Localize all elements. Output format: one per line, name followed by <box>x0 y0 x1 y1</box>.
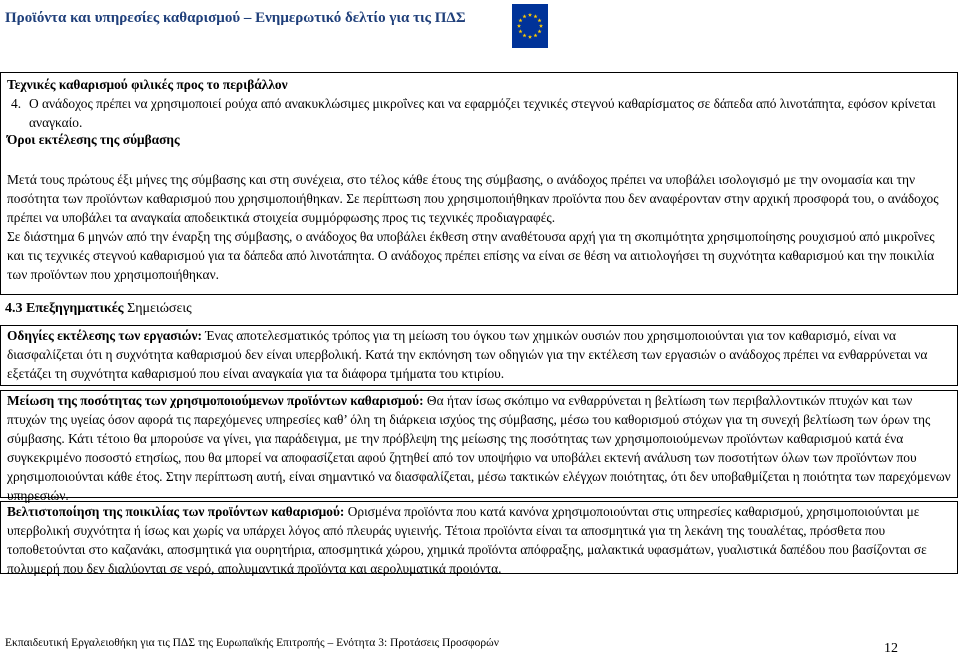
contract-terms-heading: Όροι εκτέλεσης της σύμβασης <box>7 132 180 147</box>
section-title-rest: Σημειώσεις <box>123 301 192 316</box>
contract-terms-paragraph-1: Μετά τους πρώτους έξι μήνες της σύμβασης και στη συνέχεια, στο τέλος κάθε έτους της σύμβασης, ο ανάδοχος πρέπει να υποβάλει ισολογισμό με την ονομασία και την ποσότητα των προϊόντων καθαρισμού που χρησιμοποιήθηκαν. Σε περίπτωση που χρησιμοποιήθηκαν προϊόντα που δεν αναφέρονταν στην αρχική προσφορά του, ο ανάδοχος πρέπει να υποβάλει τα αναγκαία αποδεικτικά στοιχεία συμμόρφωσης προς τις τεχνικές προδιαγραφές. <box>7 172 939 225</box>
section-title <box>5 301 192 317</box>
document-header-title: Προϊόντα και υπηρεσίες καθαρισμού – Ενημερωτικό δελτίο για τις ΠΔΣ <box>5 10 466 26</box>
product-quantity-reduction-text: Θα ήταν ίσως σκόπιμο να ενθαρρύνεται η βελτίωση των περιβαλλοντικών πτυχών και των πτυχών της υγείας όσον αφορά τις παρεχόμενες υπηρεσίες καθ’ όλη τη διάρκεια ισχύος της σύμβασης, μέσω του καθορισμού στόχων για τη συνεχή βελτίωση των όρων της σύμβασης. Κάτι τέτοιο θα μπορούσε να γίνει, για παράδειγμα, με την πρόβλεψη της μείωσης της ποσότητας των χρησιμοποιούμενων προϊόντων καθαρισμού κατά ένα συγκεκριμένο ποσοστό ετησίως, που θα μπορεί να αποφασίζεται αφού ζητηθεί από τον υποψήφιο να υποβάλει εκτενή ανάλυση των ποσοτήτων όλων των προϊόντων που χρησιμοποιούνται κάθε έτος. Στην περίπτωση αυτή, είναι σημαντικό να διασφαλίζεται, μέσω τακτικών ελέγχων ποιότητας, ότι δεν υποβαθμίζεται η ποιότητα των παρεχόμενων υπηρεσιών. <box>7 393 951 503</box>
page-number: 12 <box>884 641 898 656</box>
item-text: Ο ανάδοχος πρέπει να χρησιμοποιεί ρούχα από ανακυκλώσιμες μικροΐνες και να εφαρμόζει τεχνικές στεγνού καθαρίσματος σε δάπεδα από λινοτάπητα, εφόσον κρίνεται αναγκαίο. <box>29 96 936 130</box>
work-instructions-text: Ένας αποτελεσματικός τρόπος για τη μείωση του όγκου των χημικών ουσιών που χρησιμοποιούνται για τον καθαρισμό, είναι να διασφαλίζεται ότι η συχνότητα καθαρισμού δεν είναι υπερβολική. Κατά την εκπόνηση των οδηγιών για την εκτέλεση των εργασιών ο ανάδοχος πρέπει να ενθαρρύνεται να εξετάζει τη συχνότητα καθαρισμού που είναι αναγκαία για τα διάφορα τμήματα του κτιρίου. <box>7 328 928 381</box>
numbered-item <box>7 94 951 132</box>
product-variety-optimization-label: Βελτιστοποίηση της ποικιλίας των προϊόντων καθαρισμού: <box>7 504 345 519</box>
product-variety-optimization-note <box>0 501 958 574</box>
product-quantity-reduction-note <box>0 390 958 503</box>
contract-terms-paragraph-2: Σε διάστημα 6 μηνών από την έναρξη της σύμβασης, ο ανάδοχος θα υποβάλει έκθεση στην αναθέτουσα αρχή για τη σκοπιμότητα χρησιμοποίησης ρουχισμού από μικροΐνες και τις τεχνικές στεγνού καθαρισμού για τα δάπεδα από λινοτάπητα. Ο ανάδοχος πρέπει επίσης να είναι σε θέση να αιτιολογήσει τη συχνότητα καθαρισμού και την ποικιλία των προϊόντων που χρησιμοποιήθηκαν. <box>7 229 935 282</box>
item-number: 4. <box>11 96 22 111</box>
work-instructions-label: Οδηγίες εκτέλεσης των εργασιών: <box>7 328 202 343</box>
product-variety-optimization-text: Ορισμένα προϊόντα που κατά κανόνα χρησιμοποιούνται στις υπηρεσίες καθαρισμού, χρησιμοποιούνται με υπερβολική συχνότητα ή ίσως και χωρίς να υπάρχει λόγος από πλευράς υγιεινής. Τέτοια προϊόντα είναι τα αποσμητικά για τη λεκάνη της τουαλέτας, πρόσθετα που τοποθετούνται στο καζανάκι, αποσμητικά για ουρητήρια, αποσμητικά χώρου, χημικά προϊόντα απόφραξης, μαλακτικά υφασμάτων, γυαλιστικά δαπέδου που βασίζονται σε πολυμερή που δεν διαλύονται σε νερό, απολυμαντικά προϊόντα και αερολυματικά προιόντα. <box>7 504 927 576</box>
work-instructions-note <box>0 325 958 386</box>
document-footer: Εκπαιδευτική Εργαλειοθήκη για τις ΠΔΣ της Ευρωπαϊκής Επιτροπής – Ενότητα 3: Προτάσεις Προσφορών <box>5 637 499 649</box>
eu-flag-icon <box>512 4 548 48</box>
product-quantity-reduction-label: Μείωση της ποσότητας των χρησιμοποιούμενων προϊόντων καθαρισμού: <box>7 393 424 408</box>
eu-flag-background <box>512 4 548 48</box>
section-title-number: 4.3 Επεξηγηματικές <box>5 301 124 316</box>
environmental-techniques-block <box>0 72 958 295</box>
environmental-techniques-heading: Τεχνικές καθαρισμού φιλικές προς το περιβάλλον <box>7 77 288 92</box>
